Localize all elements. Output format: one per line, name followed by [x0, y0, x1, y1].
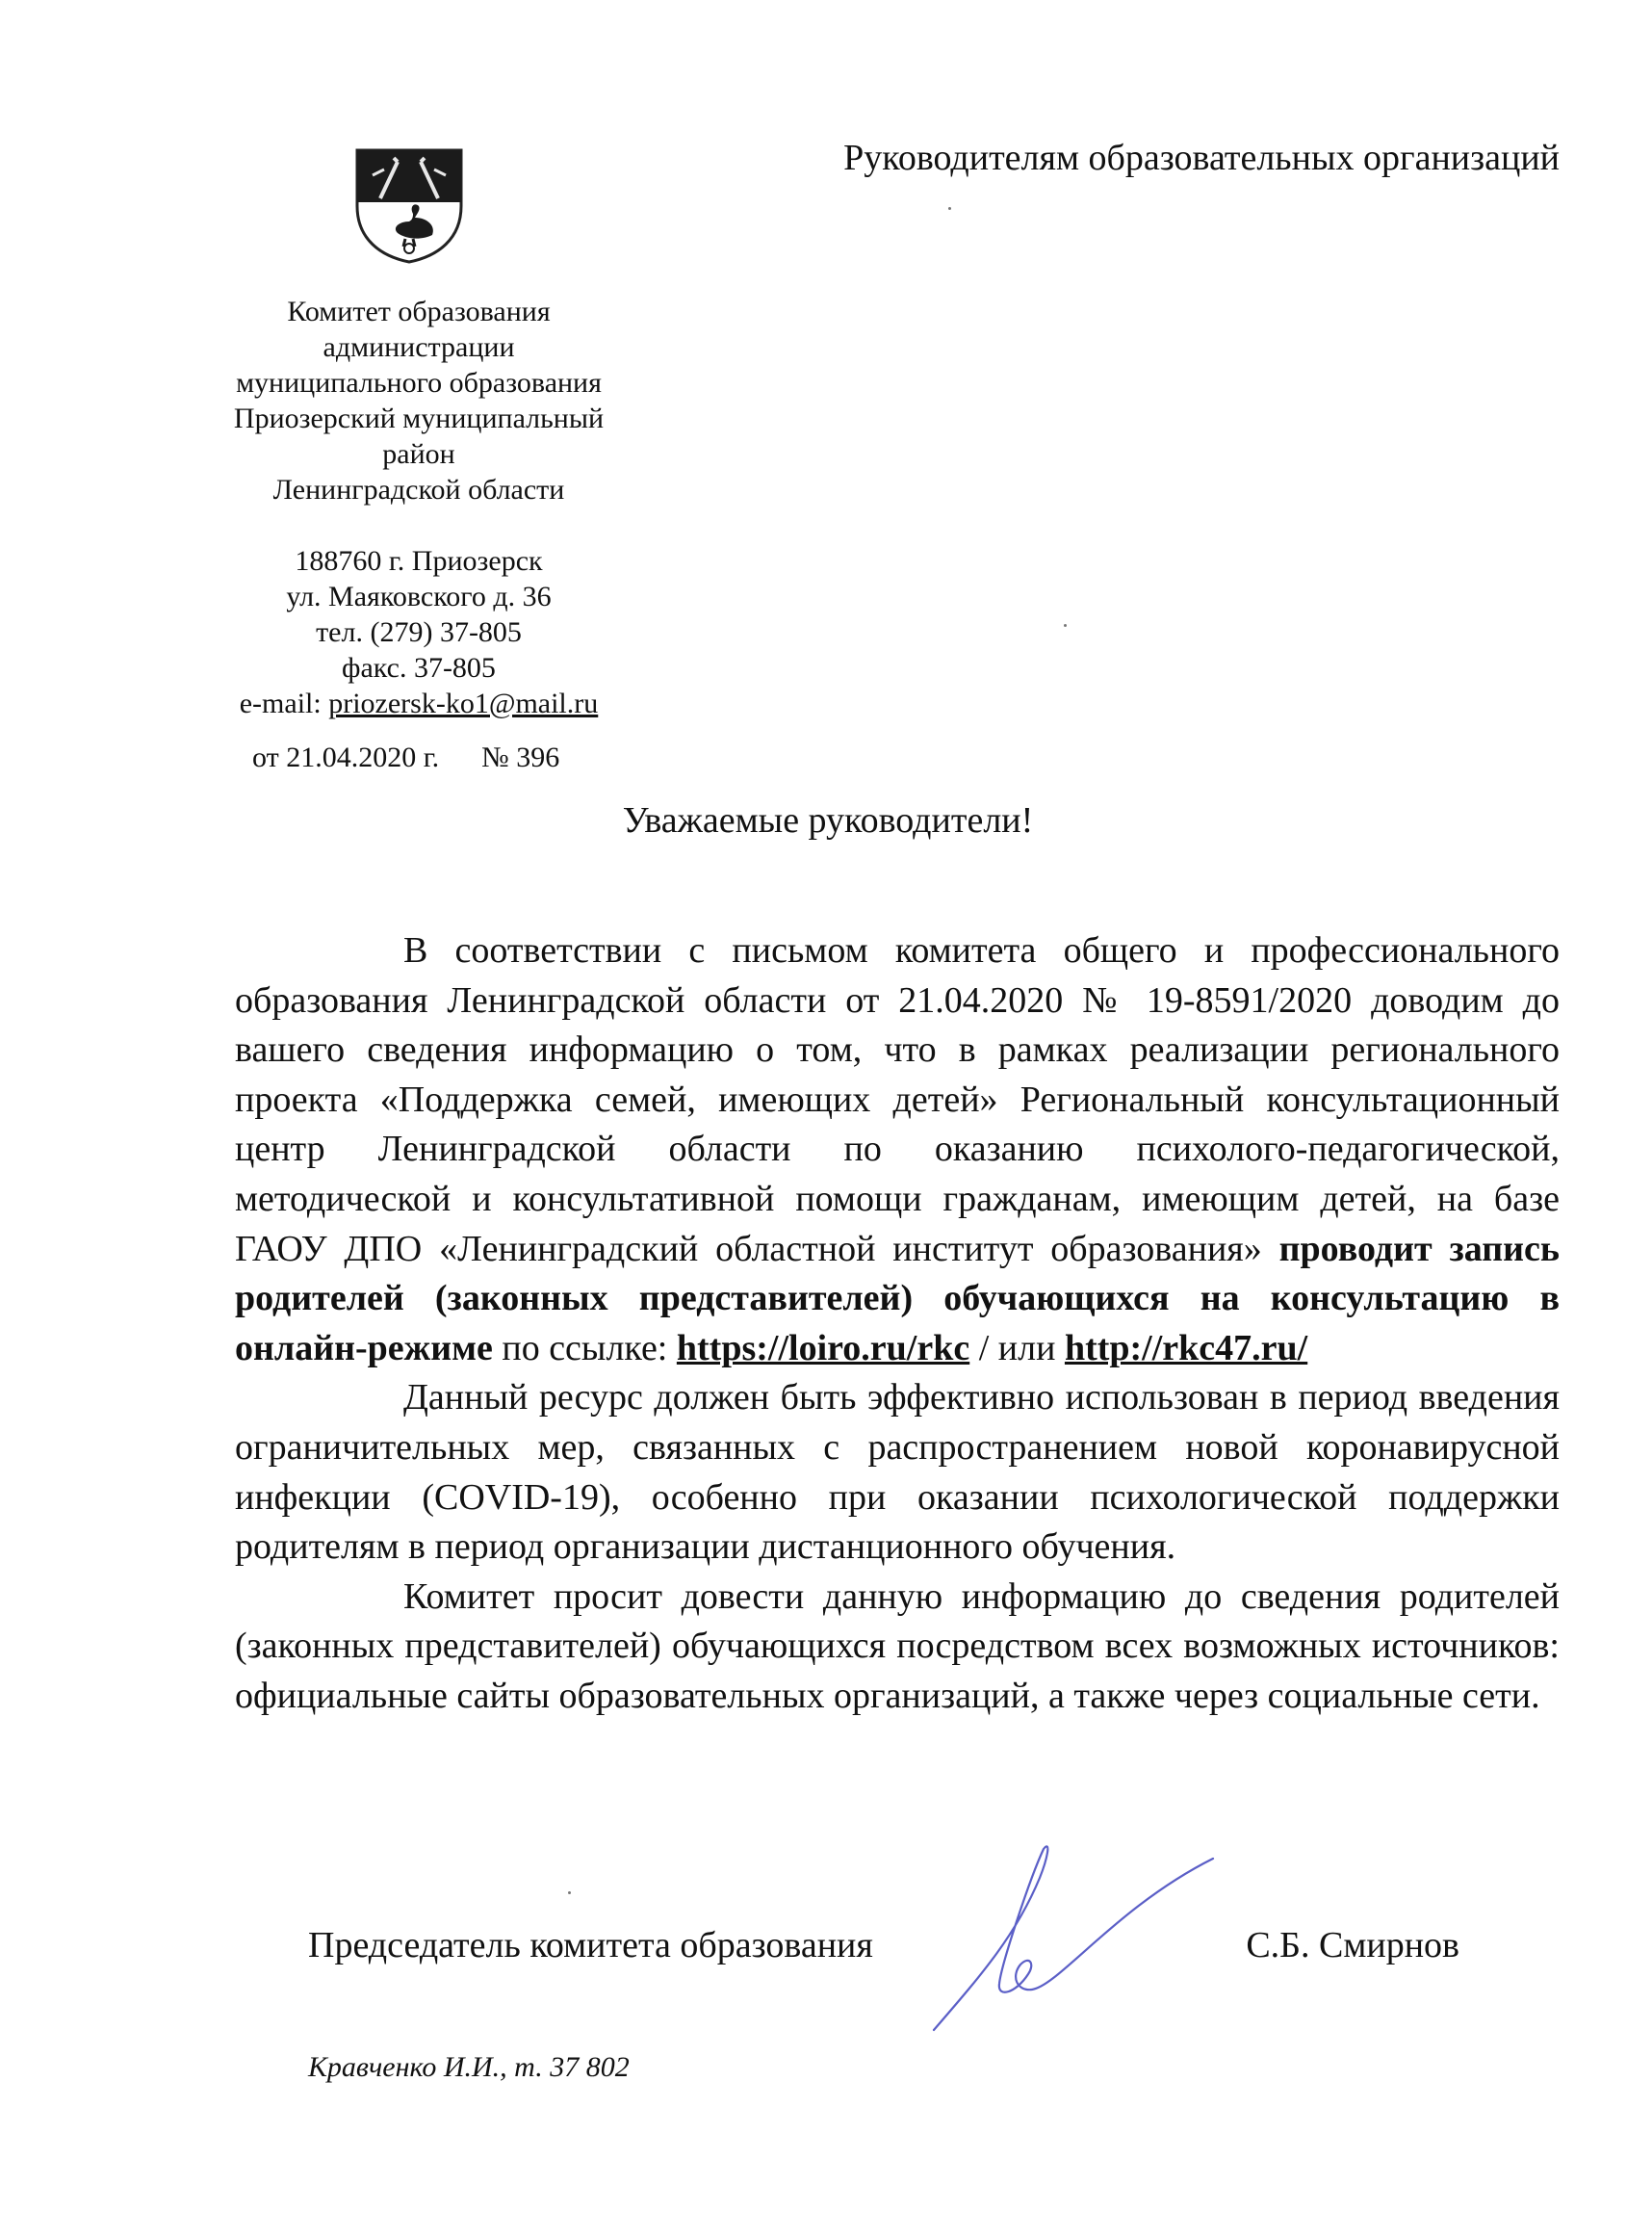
scan-speck — [568, 1891, 571, 1894]
sender-line: Комитет образования — [287, 296, 551, 327]
address-line: ул. Маяковского д. 36 — [286, 581, 552, 612]
sender-line: Ленинградской области — [272, 474, 565, 506]
rkc47-link[interactable]: http://rkc47.ru/ — [1064, 1327, 1308, 1368]
letter-body — [235, 926, 1560, 1722]
email-line — [193, 686, 645, 721]
paragraph-1 — [235, 926, 1560, 1373]
signatory-name: С.Б. Смирнов — [1246, 1925, 1459, 1965]
letter-date: от 21.04.2020 г. — [252, 742, 440, 773]
paragraph-3: Комитет просит довести данную информацию до сведения родителей (законных представителей) обучающихся посредством всех возможных источников: официальные сайты образовательных организаций, а также через социальные сети. — [235, 1575, 1560, 1716]
salutation-text: Уважаемые руководители! — [622, 800, 1034, 841]
phone-line: тел. (279) 37-805 — [316, 616, 522, 648]
sender-line: Приозерский муниципальный — [233, 403, 605, 434]
scan-speck — [1064, 624, 1067, 627]
email-link[interactable]: priozersk-ko1@mail.ru — [328, 688, 599, 719]
signatory-title: Председатель комитета образования — [308, 1925, 873, 1965]
executor-contact: Кравченко И.И., т. 37 802 — [308, 2051, 630, 2083]
scan-speck — [948, 207, 951, 210]
link-prefix: по ссылке: — [492, 1327, 677, 1368]
paragraph-1-text: В соответствии с письмом комитета общего и профессионального образования Ленинградской области от 21.04.2020 № 19-8591/2020 доводим до вашего сведения информацию о том, что в рамках реализации регионального проекта «Поддержка семей, имеющих детей» Региональный консультационный центр Ленинградской области по оказанию психолого-педагогической, методической и консультативной помощи гражданам, имеющим детей, на базе ГАОУ ДПО «Ленинградский областной институт образования» — [235, 930, 1560, 1269]
sender-block — [193, 294, 645, 721]
letter-reference — [252, 740, 559, 775]
paragraph-1-bold: проводит запись родителей (законных представителей) обучающихся на консультацию в онлайн-режиме — [235, 1228, 1560, 1368]
sender-line: муниципального образования — [236, 367, 602, 399]
link-separator: / или — [969, 1327, 1065, 1368]
recipient: Руководителям образовательных организаций — [843, 138, 1560, 178]
sender-line: администрации — [323, 331, 515, 363]
coat-of-arms-icon — [351, 146, 467, 264]
letter-number: № 396 — [481, 742, 560, 773]
handwritten-signature-icon — [924, 1820, 1223, 2042]
paragraph-2: Данный ресурс должен быть эффективно использован в период введения ограничительных мер, связанных с распространением новой коронавирусной инфекции (COVID-19), особенно при оказании психологической поддержки родителям в период организации дистанционного обучения. — [235, 1377, 1560, 1568]
loiro-link[interactable]: https://loiro.ru/rkc — [676, 1327, 970, 1368]
sender-line: район — [382, 438, 455, 470]
address-line: 188760 г. Приозерск — [295, 545, 543, 577]
salutation — [0, 797, 1652, 844]
email-label: e-mail: — [239, 688, 329, 719]
fax-line: факс. 37-805 — [342, 652, 496, 684]
